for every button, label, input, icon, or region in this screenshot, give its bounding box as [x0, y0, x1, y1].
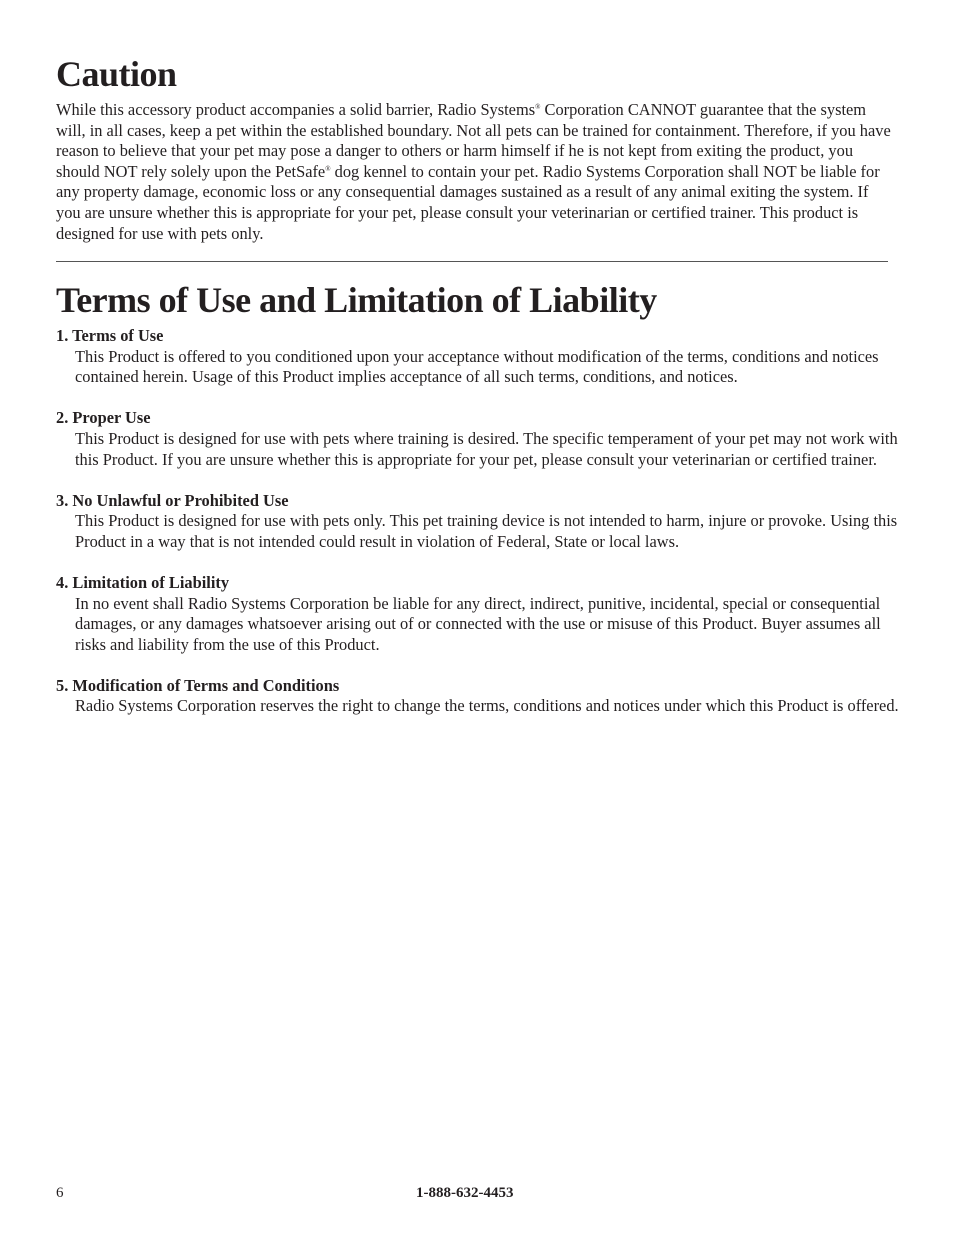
- caution-heading: Caution: [56, 54, 177, 94]
- term-item-proper-use: [56, 408, 904, 470]
- term-heading: 5. Modification of Terms and Conditions: [56, 675, 340, 695]
- terms-heading: Terms of Use and Limitation of Liability: [56, 280, 657, 321]
- term-body: This Product is offered to you conditioned upon your acceptance without modification of the terms, conditions and notices contained herein. Usage of this Product implies acceptance of all such terms, conditions, and notices.: [75, 346, 879, 387]
- caution-text-part2: Corporation CANNOT guarantee that the system will, in all cases, keep a pet within the established boundary. Not all pets can be trained for containment. Therefore, if you have reason to believe that your pet may pose a danger to others or harm himself if he is not kept from exiting the product, you should NOT rely solely upon the PetSafe: [56, 100, 891, 181]
- caution-paragraph: [56, 100, 896, 244]
- term-body: This Product is designed for use with pets only. This pet training device is not intended to harm, injure or provoke. Using this Product in a way that is not intended could result in violation of Federal, State or local laws.: [75, 511, 898, 551]
- term-item-prohibited-use: [56, 491, 904, 553]
- document-page: [56, 52, 904, 738]
- page-number: 6: [56, 1185, 64, 1201]
- term-body: This Product is designed for use with pets where training is desired. The specific temperament of your pet may not work with this Product. If you are unsure whether this is appropriate for your pet, please consult your veterinarian or certified trainer.: [75, 429, 898, 469]
- caution-text-part1: While this accessory product accompanies a solid barrier, Radio Systems: [56, 100, 536, 119]
- term-heading: 4. Limitation of Liability: [56, 573, 230, 592]
- term-heading: 2. Proper Use: [56, 408, 151, 428]
- term-item-limitation-of-liability: [56, 573, 904, 655]
- phone-number: 1-888-632-4453: [416, 1185, 514, 1201]
- term-item-terms-of-use: [56, 326, 904, 388]
- term-body: In no event shall Radio Systems Corporation be liable for any direct, indirect, punitive, incidental, special or consequential damages, or any damages whatsoever arising out of or connected with the use or misuse of this Product. Buyer assumes all risks and liability from the use of this Product.: [75, 593, 881, 654]
- caution-text-part3: dog kennel to contain your pet. Radio Systems Corporation shall NOT be liable for any property damage, economic loss or any consequential damages sustained as a result of any animal exiting the system. If you are unsure whether this is appropriate for your pet, please consult your veterinarian or certified trainer. This product is designed for use with pets only.: [56, 161, 880, 243]
- term-item-modification-of-terms: [56, 676, 904, 717]
- term-heading: 3. No Unlawful or Prohibited Use: [56, 490, 289, 510]
- caution-section: [56, 52, 904, 244]
- terms-section: [56, 278, 904, 717]
- term-heading: 1. Terms of Use: [56, 326, 164, 346]
- section-divider: [56, 261, 888, 262]
- term-body: Radio Systems Corporation reserves the right to change the terms, conditions and notices under which this Product is offered.: [75, 696, 899, 716]
- registered-mark-2: ®: [325, 164, 331, 173]
- registered-mark-1: ®: [535, 103, 541, 111]
